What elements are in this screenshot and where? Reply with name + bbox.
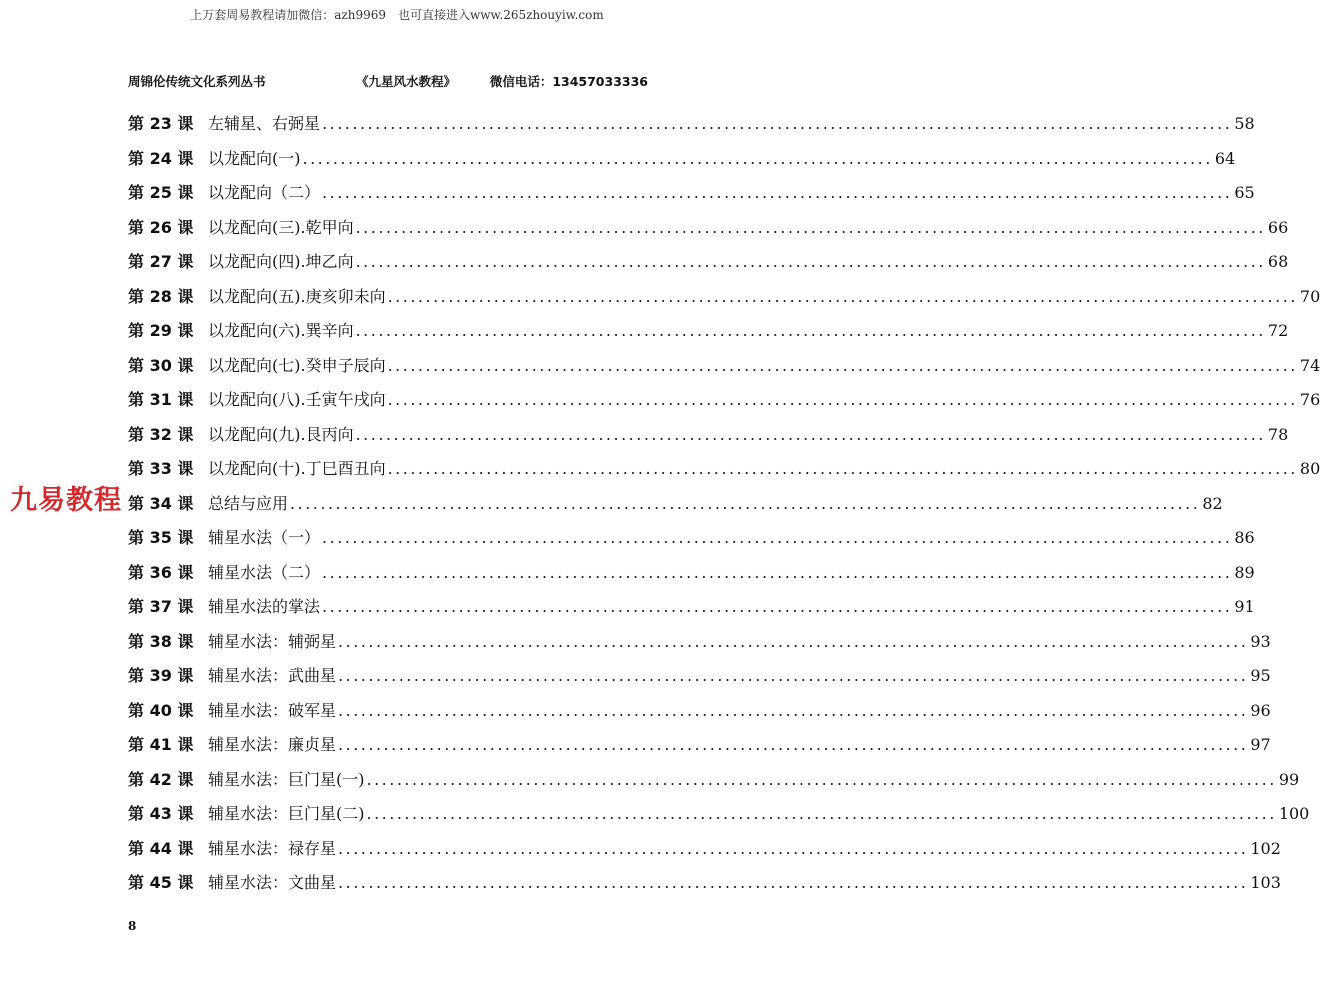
toc-dot-leader: ........................................................................................................................ [355, 252, 1266, 271]
toc-lesson-title: 以龙配向(十).丁巳酉丑向 [208, 459, 386, 478]
toc-lesson-number: 第 26 课 [128, 217, 194, 237]
toc-page-number: 78 [1267, 424, 1289, 444]
toc-lesson-number: 第 33 课 [128, 459, 194, 478]
toc-entry [128, 111, 1255, 146]
toc-page-number: 102 [1250, 838, 1281, 858]
top-banner: 上万套周易教程请加微信：azh9969 也可直接进入www.265zhouyiw.com [190, 8, 604, 22]
toc-lesson-number: 第 36 课 [128, 562, 194, 582]
toc-lesson-number: 第 45 课 [128, 873, 194, 892]
toc-lesson-title: 左辅星、右弼星 [208, 114, 321, 133]
toc-lesson-title: 以龙配向(三).乾甲向 [208, 217, 354, 237]
toc-lesson-title: 以龙配向(六).巽辛向 [208, 321, 354, 340]
toc-entry [128, 180, 1255, 215]
toc-entry [128, 732, 1271, 767]
toc-entry [128, 318, 1289, 353]
toc-lesson-title: 辅星水法：巨门星(一) [208, 769, 365, 789]
toc-entry [128, 767, 1300, 802]
toc-lesson-title: 辅星水法：文曲星 [208, 873, 337, 892]
toc-lesson-number: 第 23 课 [128, 114, 194, 133]
toc-dot-leader: ........................................................................................................................ [338, 666, 1249, 685]
toc-page-number: 93 [1250, 631, 1271, 651]
toc-dot-leader: ........................................................................................................................ [366, 804, 1277, 823]
toc-lesson-title: 辅星水法：巨门星(二) [208, 804, 365, 823]
toc-lesson-number: 第 44 课 [128, 838, 194, 858]
toc-lesson-title: 以龙配向(四).坤乙向 [208, 252, 354, 271]
toc-lesson-title: 以龙配向（二） [208, 183, 321, 202]
toc-entry [128, 249, 1289, 284]
toc-lesson-number: 第 41 课 [128, 735, 194, 754]
toc-dot-leader: ........................................................................................................................ [322, 528, 1233, 547]
page-header [128, 72, 648, 92]
toc-lesson-title: 以龙配向(一) [208, 148, 301, 168]
toc-dot-leader: ........................................................................................................................ [387, 459, 1298, 478]
toc-entry [128, 870, 1281, 905]
toc-page-number: 74 [1299, 355, 1320, 375]
toc-dot-leader: ........................................................................................................................ [355, 217, 1266, 237]
toc-entry [128, 456, 1320, 491]
toc-dot-leader: ........................................................................................................................ [322, 562, 1233, 582]
toc-entry [128, 629, 1271, 664]
toc-entry [128, 594, 1255, 629]
toc-lesson-title: 辅星水法：破军星 [208, 700, 337, 720]
toc-dot-leader: ........................................................................................................................ [322, 114, 1233, 133]
toc-lesson-title: 辅星水法（一） [208, 528, 321, 547]
toc-lesson-number: 第 39 课 [128, 666, 194, 685]
toc-page-number: 68 [1267, 252, 1289, 271]
toc-lesson-number: 第 35 课 [128, 528, 194, 547]
toc-lesson-title: 辅星水法的掌法 [208, 597, 321, 616]
toc-page-number: 58 [1234, 114, 1255, 133]
toc-dot-leader: ........................................................................................................................ [338, 873, 1249, 892]
toc-dot-leader: ........................................................................................................................ [338, 631, 1249, 651]
toc-lesson-number: 第 38 课 [128, 631, 194, 651]
toc-page-number: 103 [1250, 873, 1281, 892]
toc-page-number: 91 [1234, 597, 1255, 616]
series-title: 周锦伦传统文化系列丛书 [128, 74, 266, 89]
toc-lesson-number: 第 30 课 [128, 355, 194, 375]
toc-entry [128, 525, 1255, 560]
toc-entry [128, 560, 1255, 595]
toc-lesson-title: 以龙配向(九).艮丙向 [208, 424, 354, 444]
table-of-contents [128, 111, 1320, 905]
toc-page-number: 86 [1234, 528, 1255, 547]
toc-dot-leader: ........................................................................................................................ [338, 700, 1249, 720]
toc-entry [128, 146, 1236, 181]
toc-lesson-title: 辅星水法（二） [208, 562, 321, 582]
book-title: 《九星风水教程》 [356, 74, 457, 89]
toc-dot-leader: ........................................................................................................................ [338, 735, 1249, 754]
toc-entry [128, 353, 1320, 388]
toc-page-number: 97 [1250, 735, 1271, 754]
toc-lesson-title: 辅星水法：禄存星 [208, 838, 337, 858]
toc-entry [128, 663, 1271, 698]
toc-lesson-number: 第 24 课 [128, 148, 194, 168]
toc-lesson-number: 第 28 课 [128, 286, 194, 306]
toc-page-number: 80 [1299, 459, 1320, 478]
toc-lesson-title: 以龙配向(八).壬寅午戌向 [208, 390, 386, 409]
toc-lesson-number: 第 27 课 [128, 252, 194, 271]
toc-entry [128, 422, 1289, 457]
toc-lesson-number: 第 31 课 [128, 390, 194, 409]
toc-dot-leader: ........................................................................................................................ [290, 493, 1201, 513]
toc-lesson-title: 辅星水法：武曲星 [208, 666, 337, 685]
toc-dot-leader: ........................................................................................................................ [322, 597, 1233, 616]
toc-dot-leader: ........................................................................................................................ [387, 390, 1298, 409]
toc-entry [128, 491, 1223, 526]
toc-entry [128, 387, 1320, 422]
contact-info: 微信电话：13457033336 [489, 74, 648, 89]
toc-page-number: 82 [1202, 493, 1223, 513]
toc-dot-leader: ........................................................................................................................ [338, 838, 1249, 858]
toc-page-number: 76 [1299, 390, 1320, 409]
toc-page-number: 96 [1250, 700, 1271, 720]
toc-page-number: 89 [1234, 562, 1255, 582]
toc-dot-leader: ........................................................................................................................ [355, 424, 1266, 444]
toc-page-number: 95 [1250, 666, 1271, 685]
toc-page-number: 65 [1234, 183, 1255, 202]
toc-entry [128, 284, 1320, 319]
toc-lesson-number: 第 25 课 [128, 183, 194, 202]
toc-lesson-number: 第 43 课 [128, 804, 194, 823]
toc-page-number: 70 [1299, 286, 1320, 306]
toc-page-number: 66 [1267, 217, 1289, 237]
toc-lesson-number: 第 29 课 [128, 321, 194, 340]
page-number: 8 [128, 919, 137, 933]
toc-lesson-title: 总结与应用 [208, 493, 289, 513]
watermark: 九易教程 [10, 485, 122, 516]
toc-entry [128, 801, 1310, 836]
toc-page-number: 100 [1278, 804, 1310, 823]
toc-page-number: 99 [1278, 769, 1300, 789]
toc-page-number: 72 [1267, 321, 1289, 340]
toc-page-number: 64 [1214, 148, 1236, 168]
toc-dot-leader: ........................................................................................................................ [387, 355, 1298, 375]
toc-entry [128, 698, 1271, 733]
toc-lesson-title: 辅星水法：辅弼星 [208, 631, 337, 651]
toc-dot-leader: ........................................................................................................................ [322, 183, 1233, 202]
toc-lesson-number: 第 37 课 [128, 597, 194, 616]
toc-dot-leader: ........................................................................................................................ [366, 769, 1277, 789]
toc-entry [128, 215, 1289, 250]
toc-dot-leader: ........................................................................................................................ [355, 321, 1266, 340]
toc-entry [128, 836, 1281, 871]
toc-dot-leader: ........................................................................................................................ [387, 286, 1298, 306]
toc-lesson-number: 第 32 课 [128, 424, 194, 444]
toc-dot-leader: ........................................................................................................................ [302, 148, 1213, 168]
toc-lesson-number: 第 34 课 [128, 493, 194, 513]
toc-lesson-number: 第 42 课 [128, 769, 194, 789]
toc-lesson-title: 辅星水法：廉贞星 [208, 735, 337, 754]
toc-lesson-title: 以龙配向(五).庚亥卯未向 [208, 286, 386, 306]
toc-lesson-title: 以龙配向(七).癸申子辰向 [208, 355, 386, 375]
toc-lesson-number: 第 40 课 [128, 700, 194, 720]
